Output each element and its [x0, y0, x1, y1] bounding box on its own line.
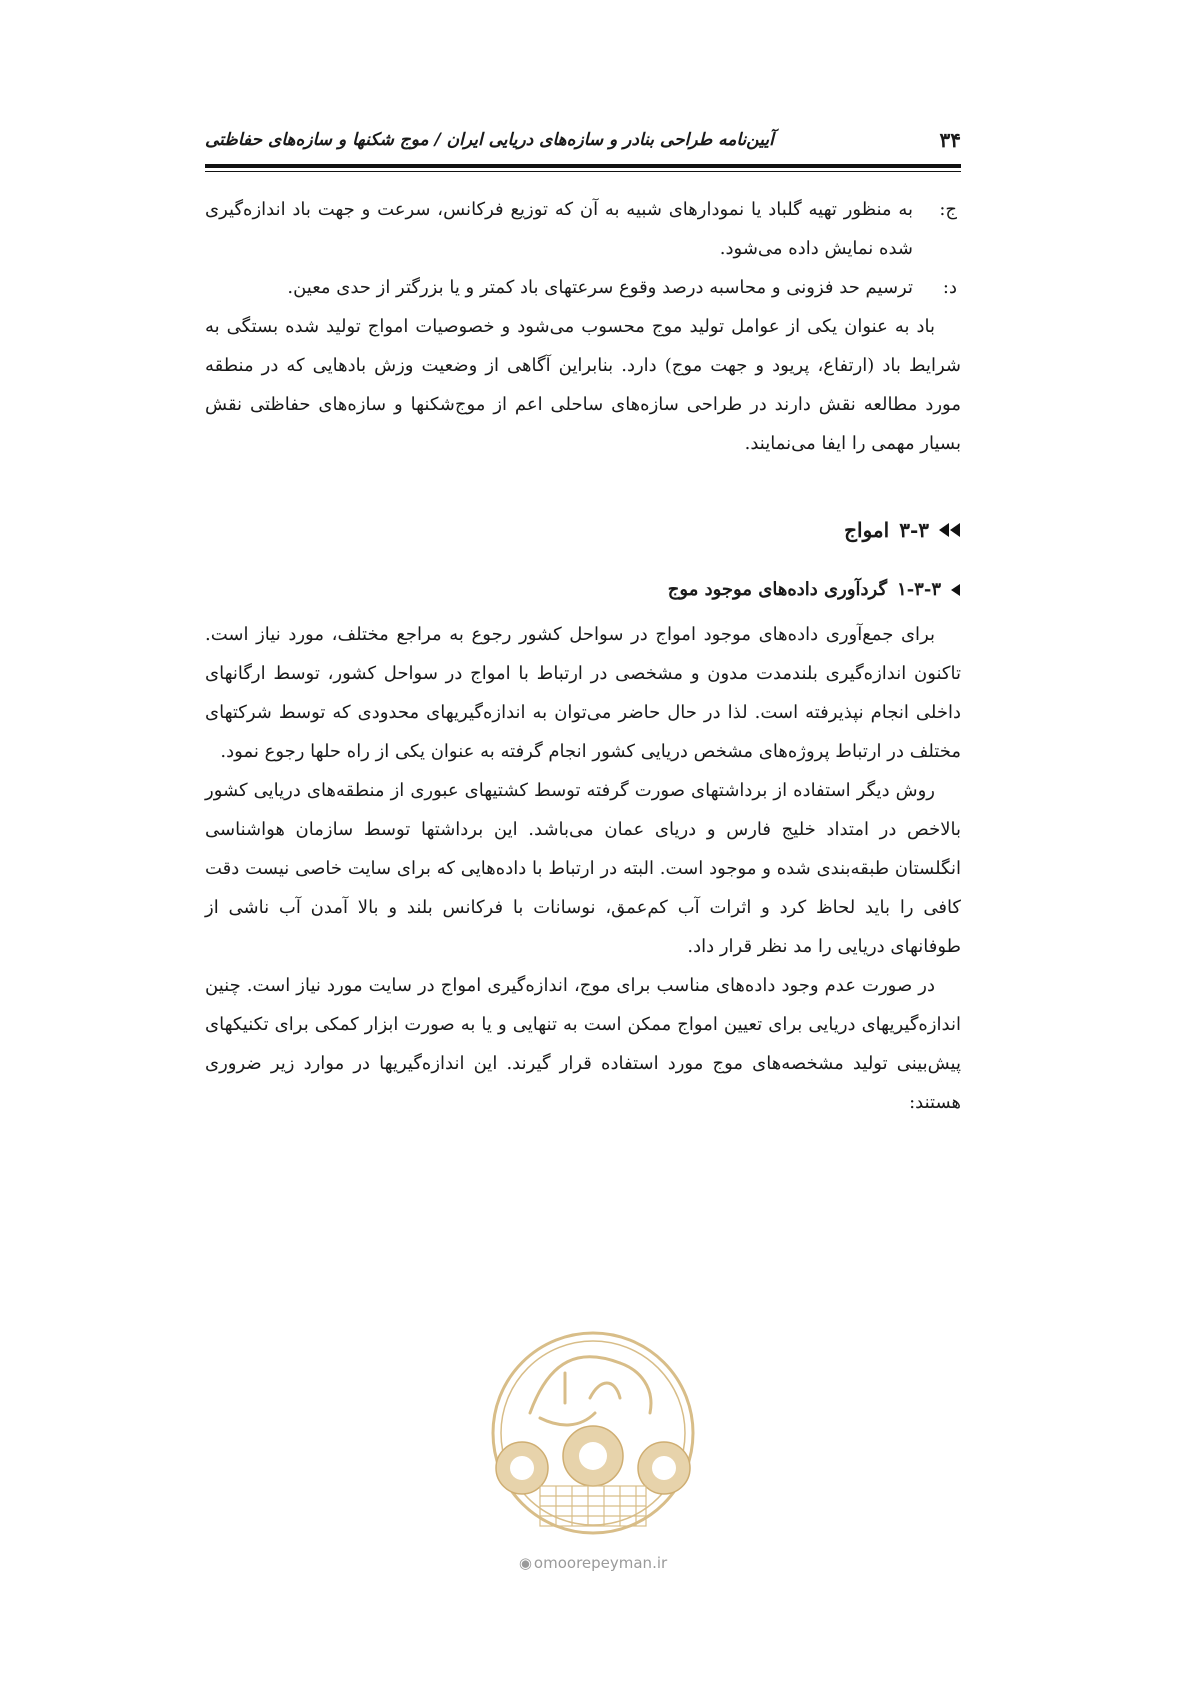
- section-heading: [205, 515, 961, 545]
- page-header: [205, 124, 961, 160]
- list-marker: ج:: [939, 199, 957, 220]
- paragraph: در صورت عدم وجود داده‌های مناسب برای موج، اندازه‌گیری امواج در سایت مورد نیاز است. چنین اندازه‌گیریهای دریایی برای تعیین امواج ممکن است به تنهایی و یا به صورت ابزار کمکی برای تکنیکهای پیش‌بینی تولید مشخصه‌های موج مورد استفاده قرار گیرند. این اندازه‌گیریها در موارد زیر ضروری هستند:: [205, 975, 961, 1113]
- section-title: امواج: [844, 518, 890, 542]
- paragraph: باد به عنوان یکی از عوامل تولید موج محسوب می‌شود و خصوصیات امواج تولید شده بستگی به شرایط باد (ارتفاع، پریود و جهت موج) دارد. بنابراین آگاهی از وضعیت وزش بادهایی که در منطقه مورد مطالعه نقش دارند در طراحی سازه‌های ساحلی اعم از موج‌شکنها و سازه‌های حفاظتی نقش بسیار مهمی را ایفا می‌نمایند.: [205, 316, 961, 454]
- double-arrow-icon: [939, 523, 961, 537]
- header-rule-thick: [205, 164, 961, 168]
- list-item: [205, 190, 961, 268]
- list-item-text: به منظور تهیه گلباد یا نمودارهای شبیه به آن که توزیع فرکانس، سرعت و جهت باد اندازه‌گیری شده نمایش داده می‌شود.: [205, 199, 913, 259]
- list-marker: د:: [942, 277, 957, 298]
- watermark-site: [493, 1554, 693, 1572]
- header-rule-thin: [205, 171, 961, 172]
- arrow-icon: [951, 584, 961, 596]
- globe-icon: ◉: [518, 1554, 532, 1572]
- subsection-heading: [205, 575, 961, 605]
- section-number: ۳-۳: [899, 518, 929, 542]
- page-body: [205, 190, 961, 1122]
- running-title: آیین‌نامه طراحی بنادر و سازه‌های دریایی ایران / موج شکنها و سازه‌های حفاظتی: [205, 130, 774, 150]
- watermark-logo: [470, 1318, 716, 1548]
- subsection-number: ۱-۳-۳: [897, 579, 941, 600]
- page-number: ۳۴: [939, 128, 961, 152]
- watermark-site-text: omoorepeyman.ir: [533, 1554, 668, 1572]
- subsection-title: گردآوری داده‌های موجود موج: [667, 579, 888, 600]
- list-item: [205, 268, 961, 307]
- list-item-text: ترسیم حد فزونی و محاسبه درصد وقوع سرعتهای باد کمتر و یا بزرگتر از حدی معین.: [287, 277, 913, 298]
- paragraph: روش دیگر استفاده از برداشتهای صورت گرفته توسط کشتیهای عبوری از منطقه‌های دریایی کشور بالاخص در امتداد خلیج فارس و دریای عمان می‌باشد. این برداشتها توسط سازمان هواشناسی انگلستان طبقه‌بندی شده و موجود است. البته در ارتباط با داده‌هایی که برای سایت خاصی نیست دقت کافی را باید لحاظ کرد و اثرات آب کم‌عمق، نوسانات با فرکانس بلند و بالا آمدن آب ناشی از طوفانهای دریایی را مد نظر قرار داد.: [205, 780, 961, 957]
- paragraph: برای جمع‌آوری داده‌های موجود امواج در سواحل کشور رجوع به مراجع مختلف، مورد نیاز است. تاکنون اندازه‌گیری بلندمدت مدون و مشخصی در ارتباط با امواج در سواحل کشور، توسط ارگانهای داخلی انجام نپذیرفته است. لذا در حال حاضر می‌توان به اندازه‌گیریهای محدودی که توسط شرکتهای مختلف در ارتباط پروژه‌های مشخص دریایی کشور انجام گرفته به عنوان یکی از راه حلها رجوع نمود.: [205, 624, 961, 762]
